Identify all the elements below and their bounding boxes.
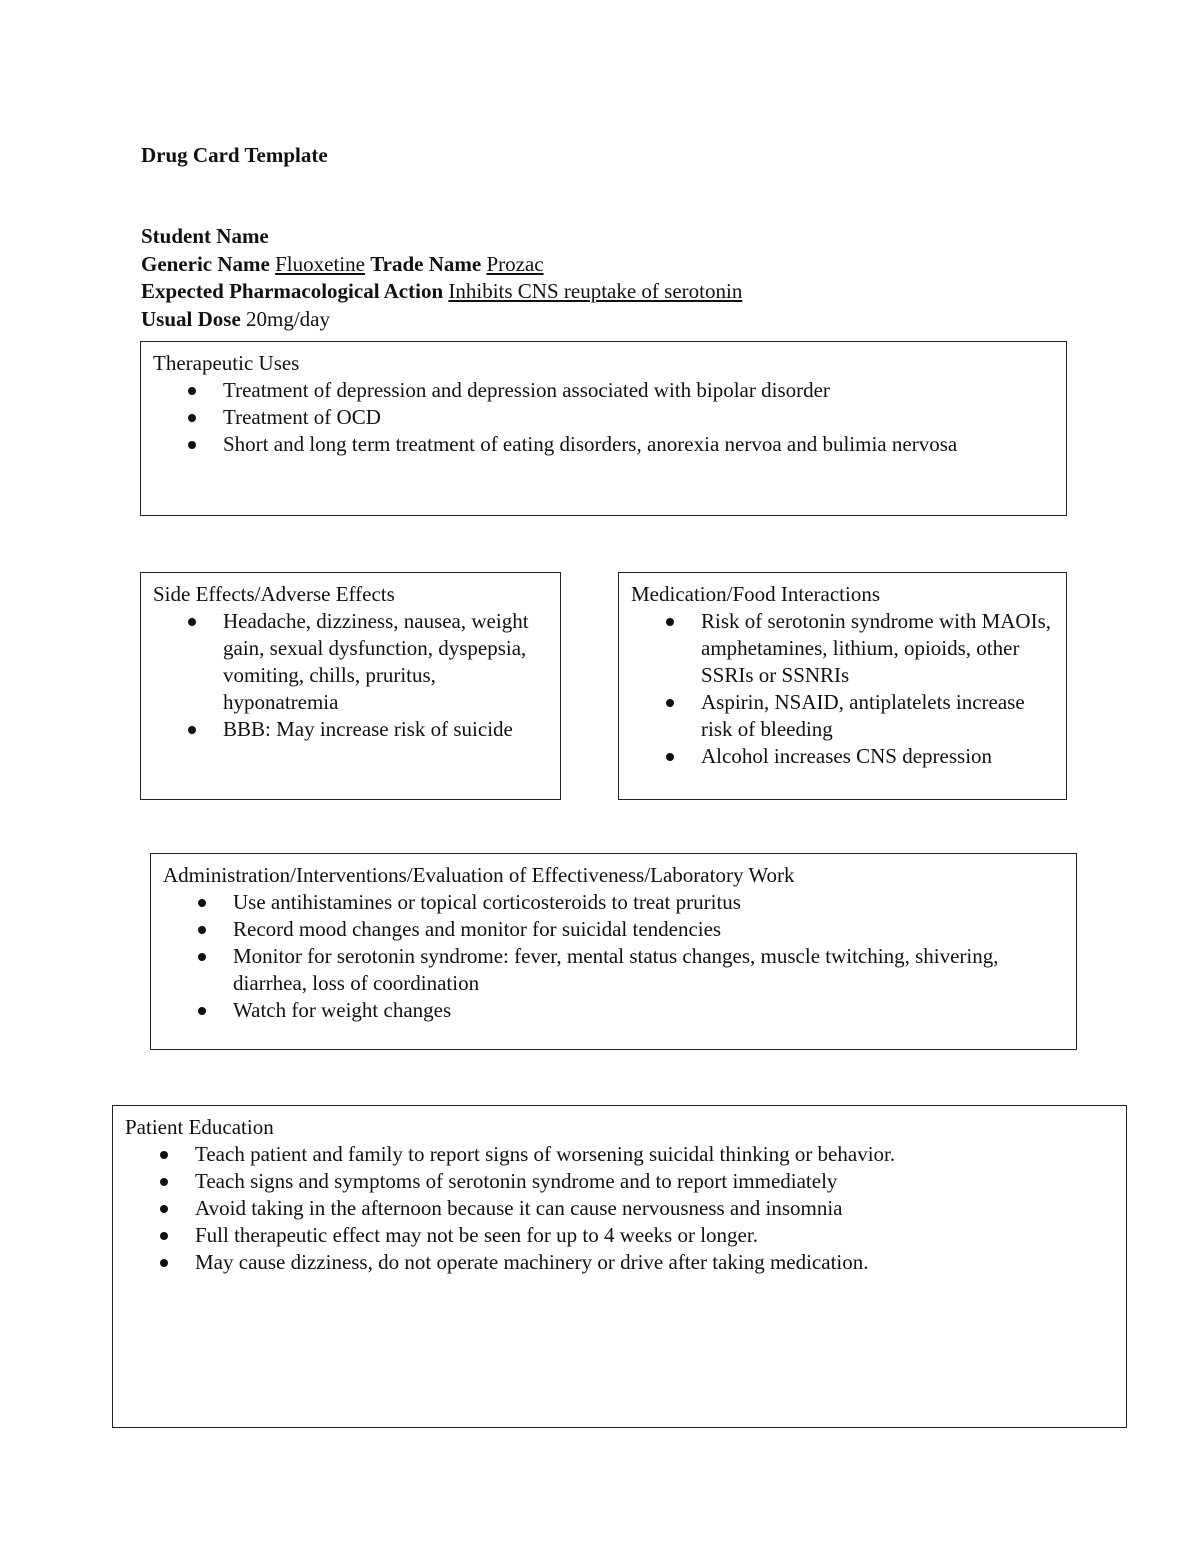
list-item: Watch for weight changes	[233, 997, 1064, 1024]
bullet-list	[125, 1141, 1114, 1276]
bullet-list	[153, 377, 1054, 458]
list-item: Short and long term treatment of eating disorders, anorexia nervoa and bulimia nervosa	[223, 431, 1054, 458]
list-item: Avoid taking in the afternoon because it can cause nervousness and insomnia	[195, 1195, 1114, 1222]
bullet-list	[163, 889, 1064, 1024]
list-item: BBB: May increase risk of suicide	[223, 716, 548, 743]
list-item: Use antihistamines or topical corticosteroids to treat pruritus	[233, 889, 1064, 916]
generic-name-label: Generic Name	[141, 251, 270, 276]
list-item: Alcohol increases CNS depression	[701, 743, 1054, 770]
box-heading: Therapeutic Uses	[153, 351, 300, 375]
list-item: Record mood changes and monitor for suicidal tendencies	[233, 916, 1064, 943]
bullet-list	[631, 608, 1054, 770]
list-item: May cause dizziness, do not operate machinery or drive after taking medication.	[195, 1249, 1114, 1276]
dose-label: Usual Dose	[141, 306, 241, 331]
box-heading: Medication/Food Interactions	[631, 582, 881, 606]
generic-name-value: Fluoxetine	[275, 251, 365, 276]
list-item: Treatment of depression and depression associated with bipolar disorder	[223, 377, 1054, 404]
box-heading: Administration/Interventions/Evaluation of Effectiveness/Laboratory Work	[163, 863, 795, 887]
list-item: Full therapeutic effect may not be seen for up to 4 weeks or longer.	[195, 1222, 1114, 1249]
list-item: Aspirin, NSAID, antiplatelets increase risk of bleeding	[701, 689, 1054, 743]
drug-header	[141, 223, 742, 333]
side-effects-box	[140, 572, 561, 800]
administration-box	[150, 853, 1077, 1050]
dose-value: 20mg/day	[246, 306, 331, 331]
action-value: Inhibits CNS reuptake of serotonin	[448, 279, 743, 303]
student-name-label: Student Name	[141, 224, 269, 248]
document-title: Drug Card Template	[141, 143, 328, 167]
action-label: Expected Pharmacological Action	[141, 279, 444, 303]
list-item: Teach patient and family to report signs of worsening suicidal thinking or behavior.	[195, 1141, 1114, 1168]
patient-education-box	[112, 1105, 1127, 1428]
list-item: Monitor for serotonin syndrome: fever, mental status changes, muscle twitching, shivering, diarrhea, loss of coordination	[233, 943, 1064, 997]
trade-name-label: Trade Name	[370, 251, 482, 276]
list-item: Risk of serotonin syndrome with MAOIs, amphetamines, lithium, opioids, other SSRIs or SSNRIs	[701, 608, 1054, 689]
trade-name-value: Prozac	[486, 251, 544, 276]
list-item: Headache, dizziness, nausea, weight gain, sexual dysfunction, dyspepsia, vomiting, chills, pruritus, hyponatremia	[223, 608, 548, 716]
list-item: Treatment of OCD	[223, 404, 1054, 431]
interactions-box	[618, 572, 1067, 800]
box-heading: Patient Education	[125, 1115, 274, 1139]
bullet-list	[153, 608, 548, 743]
box-heading: Side Effects/Adverse Effects	[153, 582, 395, 606]
list-item: Teach signs and symptoms of serotonin syndrome and to report immediately	[195, 1168, 1114, 1195]
therapeutic-uses-box	[140, 341, 1067, 516]
